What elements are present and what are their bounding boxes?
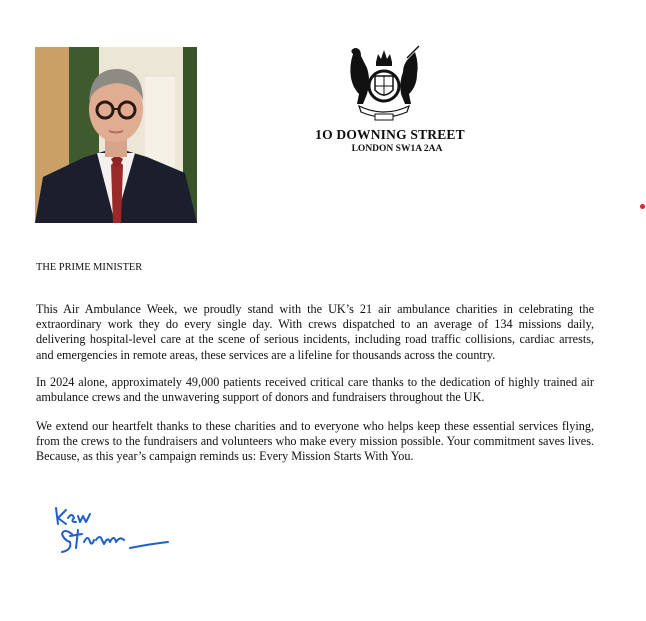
red-marker-dot [640, 204, 645, 209]
signature-icon [50, 500, 180, 560]
letter-paragraph-1: This Air Ambulance Week, we proudly stand with the UK’s 21 air ambulance charities in celebrating the extraordinary work they do every single day. With crews dispatched to an average of 134 missions daily, delivering hospital-level care at the scene of serious incidents, including road traffic collisions, cardiac arrests, and emergencies in remote areas, these services are a lifeline for thousands across the country. [36, 302, 594, 362]
letter-paragraph-3: We extend our heartfelt thanks to these charities and to everyone who helps keep these essential services flying, from the crews to the fundraisers and volunteers who make every mission possible. Your commitment saves lives. Because, as this year’s campaign reminds us: Every Mission Starts With You. [36, 419, 594, 464]
letter-paragraph-2: In 2024 alone, approximately 49,000 patients received critical care thanks to the dedication of highly trained air ambulance crews and the unwavering support of donors and fundraisers throughout the UK. [36, 375, 594, 405]
sender-title: THE PRIME MINISTER [36, 262, 143, 273]
address-line-2: LONDON SW1A 2AA [351, 144, 443, 154]
prime-minister-photo [35, 47, 197, 223]
royal-coat-of-arms-icon [345, 44, 423, 124]
letterhead-address [290, 127, 490, 156]
address-line-1: 1O DOWNING STREET [315, 127, 465, 142]
